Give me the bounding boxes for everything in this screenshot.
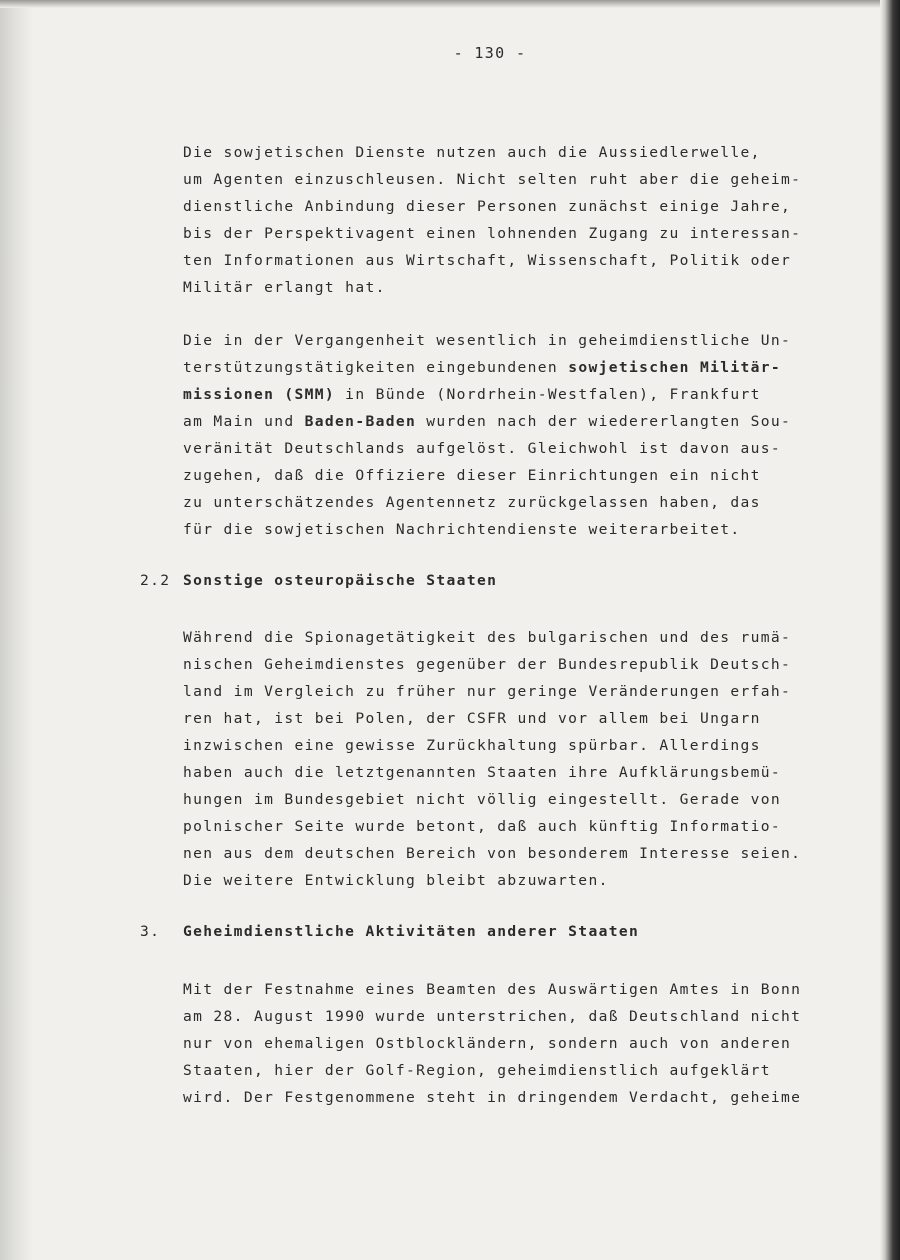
- text-line: Mit der Festnahme eines Beamten des Auswärtigen Amtes in Bonn: [183, 981, 802, 998]
- section-heading-2-2: [140, 572, 497, 589]
- text-line: zu unterschätzendes Agentennetz zurückgelassen haben, das: [183, 494, 761, 511]
- text-run: in Bünde (Nordrhein-Westfalen), Frankfurt: [335, 386, 761, 403]
- text-line: land im Vergleich zu früher nur geringe Veränderungen erfah-: [183, 683, 792, 700]
- text-line: polnischer Seite wurde betont, daß auch künftig Informatio-: [183, 818, 782, 835]
- text-run: wurden nach der wiedererlangten Sou-: [416, 413, 792, 430]
- text-line: Staaten, hier der Golf-Region, geheimdienstlich aufgeklärt: [183, 1062, 771, 1079]
- text-line: Die in der Vergangenheit wesentlich in geheimdienstliche Un-: [183, 332, 792, 349]
- text-line: Militär erlangt hat.: [183, 279, 386, 296]
- text-line: nischen Geheimdienstes gegenüber der Bundesrepublik Deutsch-: [183, 656, 792, 673]
- text-line: für die sowjetischen Nachrichtendienste weiterarbeitet.: [183, 521, 741, 538]
- text-run: am Main und: [183, 413, 305, 430]
- text-line: am 28. August 1990 wurde unterstrichen, daß Deutschland nicht: [183, 1008, 802, 1025]
- text-line: bis der Perspektivagent einen lohnenden Zugang zu interessan-: [183, 225, 802, 242]
- text-line: veränität Deutschlands aufgelöst. Gleichwohl ist davon aus-: [183, 440, 782, 457]
- paragraph-military-missions: [183, 327, 848, 543]
- section-heading-3: [140, 923, 639, 940]
- text-line: [183, 408, 848, 435]
- scan-shadow-top: [0, 0, 900, 8]
- text-line: zugehen, daß die Offiziere dieser Einrichtungen ein nicht: [183, 467, 761, 484]
- paragraph-other-states: [183, 976, 848, 1111]
- scan-shadow-right: [880, 0, 900, 1260]
- section-title: Geheimdienstliche Aktivitäten anderer Staaten: [183, 923, 640, 940]
- text-line: [183, 381, 848, 408]
- bold-term: missionen (SMM): [183, 386, 336, 403]
- page-number: - 130 -: [453, 44, 527, 62]
- text-line: Die weitere Entwicklung bleibt abzuwarten.: [183, 872, 609, 889]
- text-line: inzwischen eine gewisse Zurückhaltung spürbar. Allerdings: [183, 737, 761, 754]
- text-line: dienstliche Anbindung dieser Personen zunächst einige Jahre,: [183, 198, 792, 215]
- text-line: ren hat, ist bei Polen, der CSFR und vor allem bei Ungarn: [183, 710, 761, 727]
- text-line: um Agenten einzuschleusen. Nicht selten ruht aber die geheim-: [183, 171, 802, 188]
- bold-term: sowjetischen Militär-: [568, 359, 782, 376]
- section-number: 3.: [140, 923, 161, 940]
- text-line: hungen im Bundesgebiet nicht völlig eingestellt. Gerade von: [183, 791, 782, 808]
- text-line: nen aus dem deutschen Bereich von besonderem Interesse seien.: [183, 845, 802, 862]
- bold-term: Baden-Baden: [304, 413, 417, 430]
- paragraph-soviet-services: [183, 139, 848, 301]
- paragraph-eastern-europe: [183, 624, 848, 894]
- text-line: [183, 354, 848, 381]
- text-line: nur von ehemaligen Ostblockländern, sondern auch von anderen: [183, 1035, 792, 1052]
- text-line: haben auch die letztgenannten Staaten ihre Aufklärungsbemü-: [183, 764, 782, 781]
- section-title: Sonstige osteuropäische Staaten: [183, 572, 498, 589]
- text-line: Die sowjetischen Dienste nutzen auch die Aussiedlerwelle,: [183, 144, 761, 161]
- text-line: wird. Der Festgenommene steht in dringendem Verdacht, geheime: [183, 1089, 802, 1106]
- scan-shadow-left: [0, 0, 34, 1260]
- text-line: ten Informationen aus Wirtschaft, Wissenschaft, Politik oder: [183, 252, 792, 269]
- text-line: Während die Spionagetätigkeit des bulgarischen und des rumä-: [183, 629, 792, 646]
- section-number: 2.2: [140, 572, 171, 589]
- text-run: terstützungstätigkeiten eingebundenen: [183, 359, 569, 376]
